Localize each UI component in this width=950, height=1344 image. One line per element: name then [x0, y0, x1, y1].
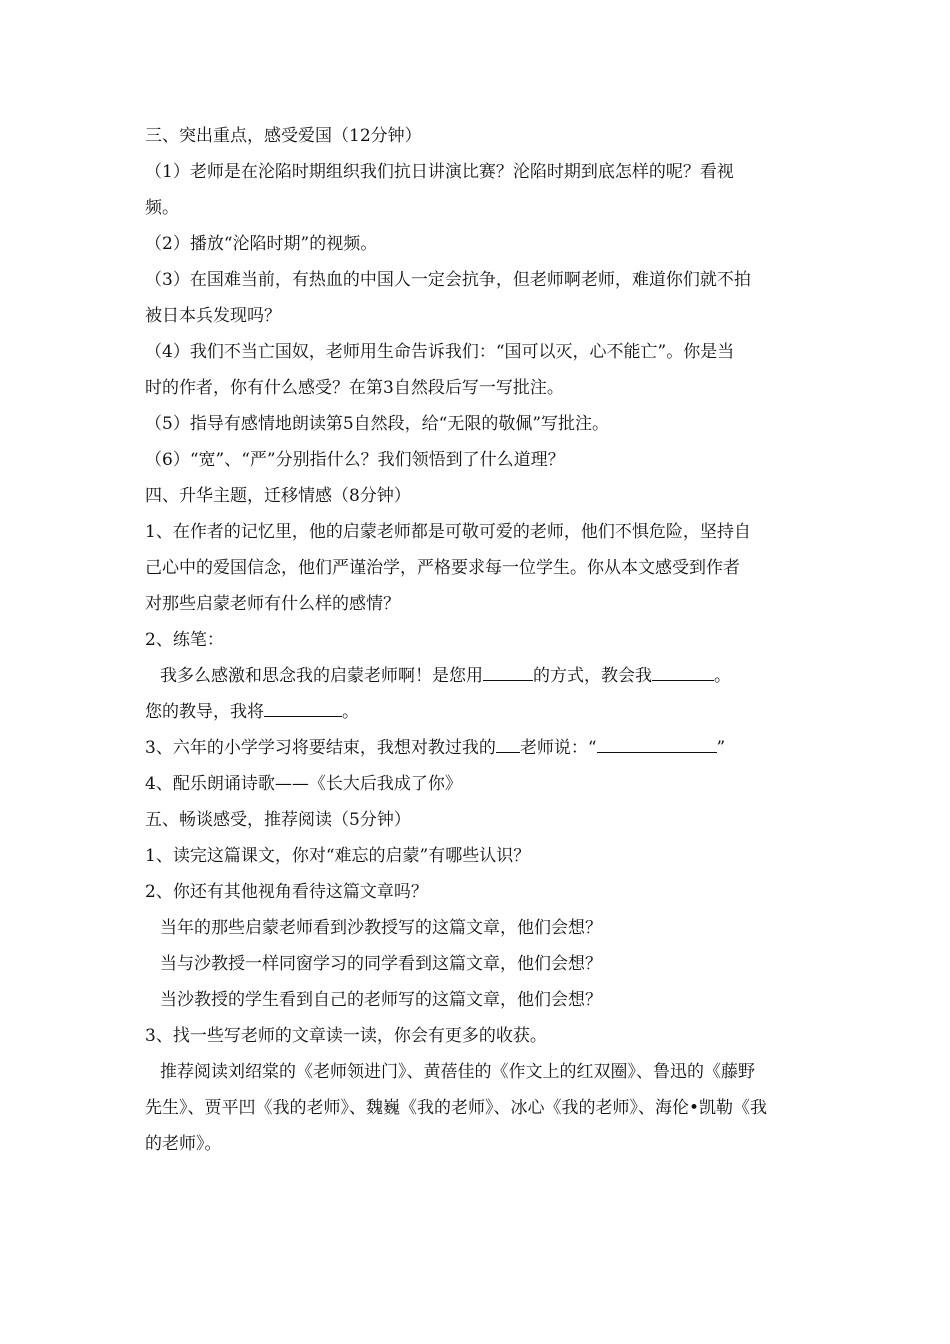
paragraph-line: （1）老师是在沦陷时期组织我们抗日讲演比赛？沦陷时期到底怎样的呢？看视	[145, 162, 734, 182]
section-heading: 五、畅谈感受，推荐阅读（5分钟）	[145, 810, 411, 830]
exercise-text: 的方式，教会我	[533, 666, 652, 686]
paragraph-line: 推荐阅读刘绍棠的《老师领进门》、黄蓓佳的《作文上的红双圈》、鲁迅的《藤野	[160, 1062, 755, 1082]
paragraph-line: （6）“宽”、“严”分别指什么？我们领悟到了什么道理？	[145, 450, 565, 470]
exercise-text: 。	[342, 702, 359, 722]
paragraph-line: 当沙教授的学生看到自己的老师写的这篇文章，他们会想？	[160, 990, 602, 1010]
paragraph-line: 被日本兵发现吗？	[145, 306, 281, 326]
paragraph-line: （5）指导有感情地朗读第5自然段，给“无限的敬佩”写批注。	[145, 414, 610, 434]
writing-exercise-line	[145, 694, 810, 730]
paragraph-line: （4）我们不当亡国奴，老师用生命告诉我们：“国可以灭，心不能亡”。你是当	[145, 342, 735, 362]
paragraph-line: 频。	[145, 198, 179, 218]
fill-in-blank[interactable]	[597, 730, 717, 753]
paragraph-line: 1、在作者的记忆里，他的启蒙老师都是可敬可爱的老师，他们不惧危险，坚持自	[145, 522, 751, 542]
writing-exercise-line	[145, 658, 810, 694]
paragraph-line: （3）在国难当前，有热血的中国人一定会抗争，但老师啊老师，难道你们就不拍	[145, 270, 751, 290]
exercise-text: ”	[716, 738, 726, 758]
writing-exercise-line	[145, 730, 810, 766]
fill-in-blank[interactable]	[264, 694, 342, 717]
exercise-text: 您的教导，我将	[145, 702, 264, 722]
fill-in-blank[interactable]	[652, 658, 714, 681]
exercise-text: 。	[714, 666, 731, 686]
exercise-text: 老师说：“	[519, 738, 597, 758]
paragraph-line: 2、练笔：	[145, 630, 224, 650]
paragraph-line: 先生》、贾平凹《我的老师》、魏巍《我的老师》、冰心《我的老师》、海伦•凯勒《我	[145, 1098, 768, 1118]
paragraph-line: 当年的那些启蒙老师看到沙教授写的这篇文章，他们会想？	[160, 918, 602, 938]
paragraph-line: 己心中的爱国信念，他们严谨治学，严格要求每一位学生。你从本文感受到作者	[145, 558, 740, 578]
paragraph-line: 对那些启蒙老师有什么样的感情？	[145, 594, 400, 614]
paragraph-line: （2）播放“沦陷时期”的视频。	[145, 234, 378, 254]
fill-in-blank[interactable]	[496, 730, 520, 753]
exercise-text: 3、六年的小学学习将要结束，我想对教过我的	[145, 738, 496, 758]
paragraph-line: 时的作者，你有什么感受？在第3自然段后写一写批注。	[145, 378, 564, 398]
paragraph-line: 4、配乐朗诵诗歌——《长大后我成了你》	[145, 774, 462, 794]
section-heading: 四、升华主题，迁移情感（8分钟）	[145, 486, 411, 506]
paragraph-line: 的老师》。	[145, 1134, 222, 1154]
paragraph-line: 2、你还有其他视角看待这篇文章吗？	[145, 882, 428, 902]
section-heading: 三、突出重点，感受爱国（12分钟）	[145, 126, 422, 146]
fill-in-blank[interactable]	[483, 658, 533, 681]
document-page	[145, 118, 810, 1162]
paragraph-line: 当与沙教授一样同窗学习的同学看到这篇文章，他们会想？	[160, 954, 602, 974]
paragraph-line: 3、找一些写老师的文章读一读，你会有更多的收获。	[145, 1026, 547, 1046]
exercise-text: 我多么感激和思念我的启蒙老师啊！是您用	[160, 666, 483, 686]
paragraph-line: 1、读完这篇课文，你对“难忘的启蒙”有哪些认识？	[145, 846, 531, 866]
